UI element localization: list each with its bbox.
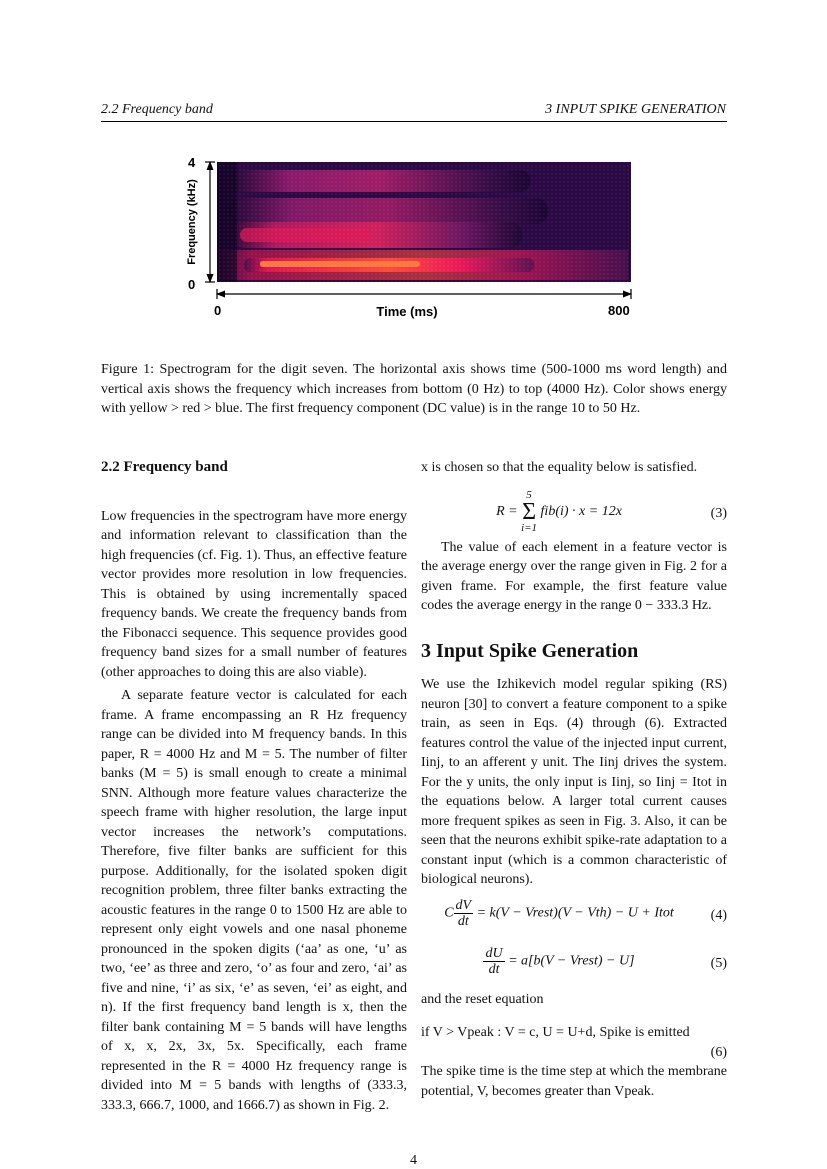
reset-intro: and the reset equation [421,991,544,1007]
section-heading: 3 Input Spike Generation [421,639,639,662]
x-axis-label: Time (ms) [376,304,438,319]
equation-5: $\frac{dU}{dt}$ = a[b(V − Vrest) − U] (5) [485,945,727,977]
paragraph-izhikevich: We use the Izhikevich model regular spiking (RS) neuron [30] to convert a feature component to a spike train, as seen in Eqs. (4) through (6). Extracted features control the value of the injected input current, Iinj, to an afferent y unit. The Iinj drives the system. For the y units, the only input is Iinj, so Iinj = Itot in the equations below. A larger total current causes more frequent spikes as seen in Fig. 3. Also, it can be seen that the neurons exhibit spike-rate adaptation to a constant input (which is a common characteristic of biological neurons). [421,677,727,887]
y-tick-top: 4 [188,155,196,170]
equation-3-number: (3) [710,505,727,521]
caption-label: Figure 1: [101,362,154,377]
running-header-left: 2.2 Frequency band [101,102,213,117]
y-axis-label: Frequency (kHz) [186,179,198,265]
paragraph-feature-value: The value of each element in a feature vector is the average energy over the range given in Fig. 2 for a given frame. For example, the first feature value codes the average energy in the range 0 − 333.3 Hz. [421,539,727,613]
left-column [101,458,407,1115]
caption-text: Spectrogram for the digit seven. The horizontal axis shows time (500-1000 ms word length) and vertical axis shows the frequency which increases from bottom (0 Hz) to top (4000 Hz). Color shows energy with yellow > red > blue. The first frequency component (DC value) is in the range 10 to 50 Hz. [101,362,728,416]
equation-intro: x is chosen so that the equality below is satisfied. [421,460,698,475]
x-tick-left: 0 [214,303,222,318]
right-column [421,458,727,1101]
figure-caption [101,360,727,419]
equation-3: R = 5 Σ i=1 fib(i) · x = 12x (3) [496,488,727,534]
equation-4: C $\frac{dV}{dt}$ = k(V − Vrest)(V − Vth) − U + Itot (4) [444,897,727,929]
running-header-right: 3 INPUT SPIKE GENERATION [545,102,726,117]
header-rule [101,121,727,122]
paragraph-frequency-band-2: A separate feature vector is calculated for each frame. A frame encompassing an R Hz frequency range can be divided into M frequency bands. In this paper, R = 4000 Hz and M = 5. The number of filter banks (M = 5) is small enough to create a minimal SNN. Although more feature values characterize the speech frame with higher resolution, the large input vector increases the network’s computations. Therefore, five filter banks are sufficient for this purpose. Additionally, for the isolated spoken digit recognition problem, three filter banks extracting the acoustic features in the range 0 to 1500 Hz are able to represent only eight vowels and one nasal phoneme pronounced in the spoken digits (‘aa’ as one, ‘u’ as two, ‘ee’ as three and zero, ‘o’ as four and zero, ‘ai’ as five and nine, ‘i’ as six, ‘e’ as seven, ‘ei’ as eight, and n). If the first frequency band length is x, then the filter bank containing M = 5 bands will have lengths of x, x, 2x, 3x, 5x. Specifically, each frame represented in the R = 4000 Hz frequency range is divided into M = 5 bands with lengths of (333.3, 333.3, 666.7, 1000, and 1666.7) as shown in Fig. 2. [101,688,407,1113]
equation-6: if V > Vpeak : V = c, U = U+d, Spike is emitted [421,1025,690,1040]
paragraph-frequency-band-1: Low frequencies in the spectrogram have more energy and information relevant to classification than the high frequencies (cf. Fig. 1). Thus, an effective feature vector provides more resolution in low frequencies. This is obtained by using incrementally spaced frequency bands. We create the frequency bands from the Fibonacci sequence. This sequence provides good frequency band sizes for a small number of features (other approaches to doing this are also viable). [101,508,407,680]
equation-4-number: (4) [710,907,727,923]
spectrogram-figure [170,148,650,328]
paragraph-spike-time: The spike time is the time step at which the membrane potential, V, becomes greater than Vpeak. [421,1064,727,1099]
x-tick-right: 800 [608,303,630,318]
equation-6-number: (6) [710,1044,727,1060]
equation-5-number: (5) [710,955,727,971]
subsection-heading: 2.2 Frequency band [101,459,228,475]
y-tick-bottom: 0 [188,277,196,292]
page-number: 4 [410,1153,417,1168]
